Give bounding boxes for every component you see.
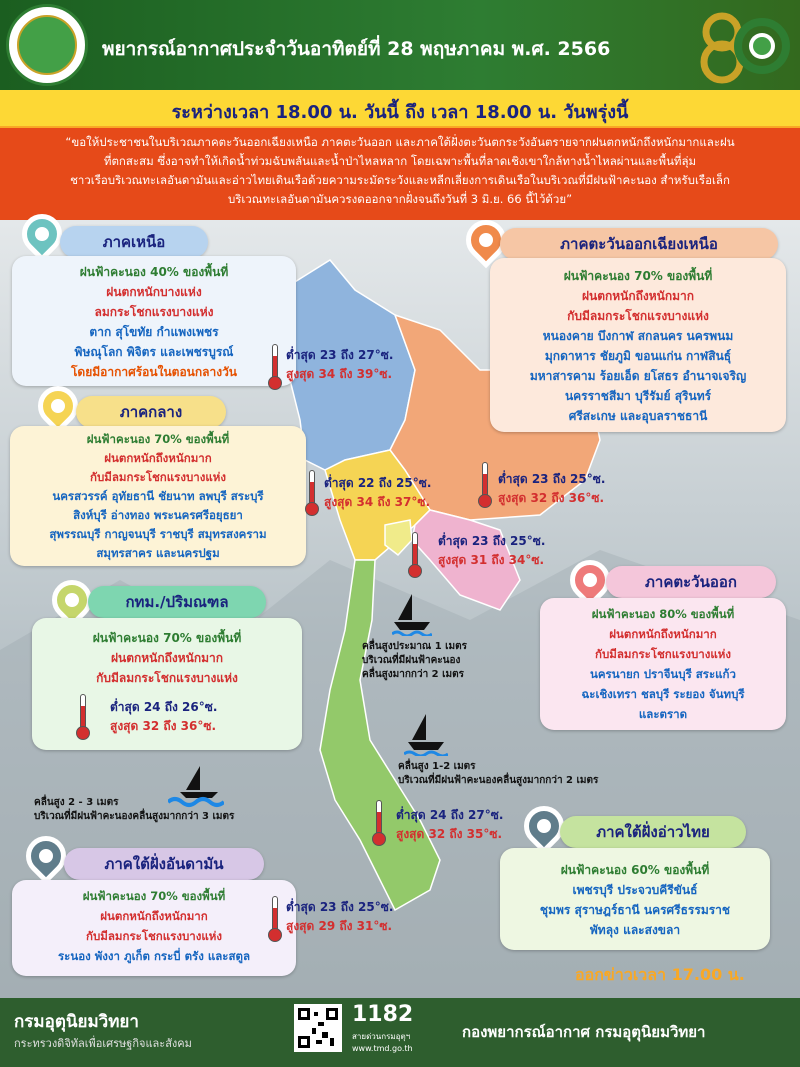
hotline-number: 1182 — [352, 1002, 414, 1027]
thermometer-icon — [305, 470, 319, 516]
region-label-central: ภาคกลาง — [76, 396, 226, 428]
region-label-south-gulf: ภาคใต้ฝั่งอ่าวไทย — [560, 816, 746, 848]
region-label-bangkok: กทม./ปริมณฑล — [88, 586, 266, 618]
thermometer-icon — [268, 896, 282, 942]
thermometer-icon — [478, 462, 492, 508]
thermometer-icon — [268, 344, 282, 390]
boat-icon — [392, 592, 432, 636]
forecast-period: ระหว่างเวลา 18.00 น. วันนี้ ถึง เวลา 18.00 น. วันพรุ่งนี้ — [171, 102, 629, 123]
website-link[interactable]: www.tmd.go.th — [352, 1044, 413, 1053]
temp-south-gulf: ต่ำสุด 24 ถึง 27°ซ. สูงสุด 32 ถึง 35°ซ. — [396, 808, 504, 841]
region-label-south-andaman: ภาคใต้ฝั่งอันดามัน — [64, 848, 264, 880]
forecast-card-east: ฝนฟ้าคะนอง 80% ของพื้นที่ ฝนตกหนักถึงหนักมาก กับมีลมกระโชกแรงบางแห่ง นครนายก ปราจีนบุรี สระแก้ว ฉะเชิงเทรา ชลบุรี ระยอง จันทบุรี และตราด — [540, 598, 786, 730]
forecast-card-south-andaman: ฝนฟ้าคะนอง 70% ของพื้นที่ ฝนตกหนักถึงหนักมาก กับมีลมกระโชกแรงบางแห่ง ระนอง พังงา ภูเก็ต กระบี่ ตรัง และสตูล — [12, 880, 296, 976]
temp-bangkok: ต่ำสุด 24 ถึง 26°ซ. สูงสุด 32 ถึง 36°ซ. — [110, 700, 218, 733]
tmd-logo — [6, 4, 88, 86]
warning-text: “ขอให้ประชาชนในบริเวณภาคตะวันออกเฉียงเหนือ ภาคตะวันออก และภาคใต้ฝั่งตะวันตกระวังอันตรายจากฝนตกหนักถึงหนักมากและฝน ที่ตกสะสม ซึ่งอาจทำให้เกิดน้ำท่วมฉับพลันและน้ำป่าไหลหลาก โดยเฉพาะพื้นที่ลาดเชิงเขาใกล้ทางน้ำไหลผ่านและพื้นที่ลุ่ม ชาวเรือบริเวณทะเลอันดามันและอ่าวไทยเดินเรือด้วยความระมัดระวังและหลีกเลี่ยงการเดินเรือในบริเวณที่มีฝนฟ้าคะนอง สำหรับเรือเล็ก บริเวณทะเลอันดามันควรงดออกจากฝั่งจนถึงวันที่ 3 มิ.ย. 66 นี้ไว้ด้วย” — [65, 135, 735, 206]
forecast-card-south-gulf: ฝนฟ้าคะนอง 60% ของพื้นที่ เพชรบุรี ประจวบคีรีขันธ์ ชุมพร สุราษฎร์ธานี นครศรีธรรมราช พัทลุง และสงขลา — [500, 848, 770, 950]
hotline-label: สายด่วนกรมอุตุฯ — [352, 1032, 411, 1041]
wave-note-andaman: คลื่นสูง 2 - 3 เมตร บริเวณที่มีฝนฟ้าคะนองคลื่นสูงมากกว่า 3 เมตร — [34, 797, 235, 822]
department-name: กรมอุตุนิยมวิทยา — [14, 1012, 139, 1032]
thermometer-icon — [76, 694, 90, 740]
ministry-name: กระทรวงดิจิทัลเพื่อเศรษฐกิจและสังคม — [14, 1037, 192, 1050]
region-label-north: ภาคเหนือ — [60, 226, 208, 258]
temp-northeast: ต่ำสุด 23 ถึง 25°ซ. สูงสุด 32 ถึง 36°ซ. — [498, 472, 606, 505]
issue-time: ออกข่าวเวลา 17.00 น. — [575, 965, 745, 984]
qr-code-icon[interactable] — [294, 1004, 342, 1052]
forecast-card-northeast: ฝนฟ้าคะนอง 70% ของพื้นที่ ฝนตกหนักถึงหนักมาก กับมีลมกระโชกแรงบางแห่ง หนองคาย บึงกาฬ สกลนคร นครพนม มุกดาหาร ชัยภูมิ ขอนแก่น กาฬสินธุ์ มหาสารคาม ร้อยเอ็ด ยโสธร อำนาจเจริญ นครราชสีมา บุรีรัมย์ สุรินทร์ ศรีสะเกษ และอุบลราชธานี — [490, 258, 786, 432]
thermometer-icon — [408, 532, 422, 578]
temp-east: ต่ำสุด 23 ถึง 25°ซ. สูงสุด 31 ถึง 34°ซ. — [438, 534, 546, 567]
boat-icon — [404, 712, 448, 756]
wave-note-gulf-lower: คลื่นสูง 1-2 เมตร บริเวณที่มีฝนฟ้าคะนองคลื่นสูงมากกว่า 2 เมตร — [398, 761, 599, 786]
division-name: กองพยากรณ์อากาศ กรมอุตุนิยมวิทยา — [462, 1023, 706, 1041]
thermometer-icon — [372, 800, 386, 846]
forecast-card-north: ฝนฟ้าคะนอง 40% ของพื้นที่ ฝนตกหนักบางแห่ง ลมกระโชกแรงบางแห่ง ตาก สุโขทัย กำแพงเพชร พิษณุโลก พิจิตร และเพชรบูรณ์ โดยมีอากาศร้อนในตอนกลางวัน — [12, 256, 296, 386]
region-label-northeast: ภาคตะวันออกเฉียงเหนือ — [500, 228, 778, 260]
temp-central: ต่ำสุด 22 ถึง 25°ซ. สูงสุด 34 ถึง 37°ซ. — [324, 476, 432, 509]
forecast-card-bangkok: ฝนฟ้าคะนอง 70% ของพื้นที่ ฝนตกหนักถึงหนักมาก กับมีลมกระโชกแรงบางแห่ง — [32, 618, 302, 750]
page-title: พยากรณ์อากาศประจำวันอาทิตย์ที่ 28 พฤษภาคม พ.ศ. 2566 — [102, 38, 611, 60]
region-label-east: ภาคตะวันออก — [606, 566, 776, 598]
temp-south-andaman: ต่ำสุด 23 ถึง 25°ซ. สูงสุด 29 ถึง 31°ซ. — [286, 900, 394, 933]
anniversary-80-logo — [700, 6, 790, 84]
wave-note-gulf-upper: คลื่นสูงประมาณ 1 เมตร บริเวณที่มีฝนฟ้าคะนอง คลื่นสูงมากกว่า 2 เมตร — [362, 641, 468, 680]
forecast-card-central: ฝนฟ้าคะนอง 70% ของพื้นที่ ฝนตกหนักถึงหนักมาก กับมีลมกระโชกแรงบางแห่ง นครสวรรค์ อุทัยธานี ชัยนาท ลพบุรี สระบุรี สิงห์บุรี อ่างทอง พระนครศรีอยุธยา สุพรรณบุรี กาญจนบุรี ราชบุรี สมุทรสงคราม สมุทรสาคร และนครปฐม — [10, 426, 306, 566]
temp-north: ต่ำสุด 23 ถึง 27°ซ. สูงสุด 34 ถึง 39°ซ. — [286, 348, 394, 381]
